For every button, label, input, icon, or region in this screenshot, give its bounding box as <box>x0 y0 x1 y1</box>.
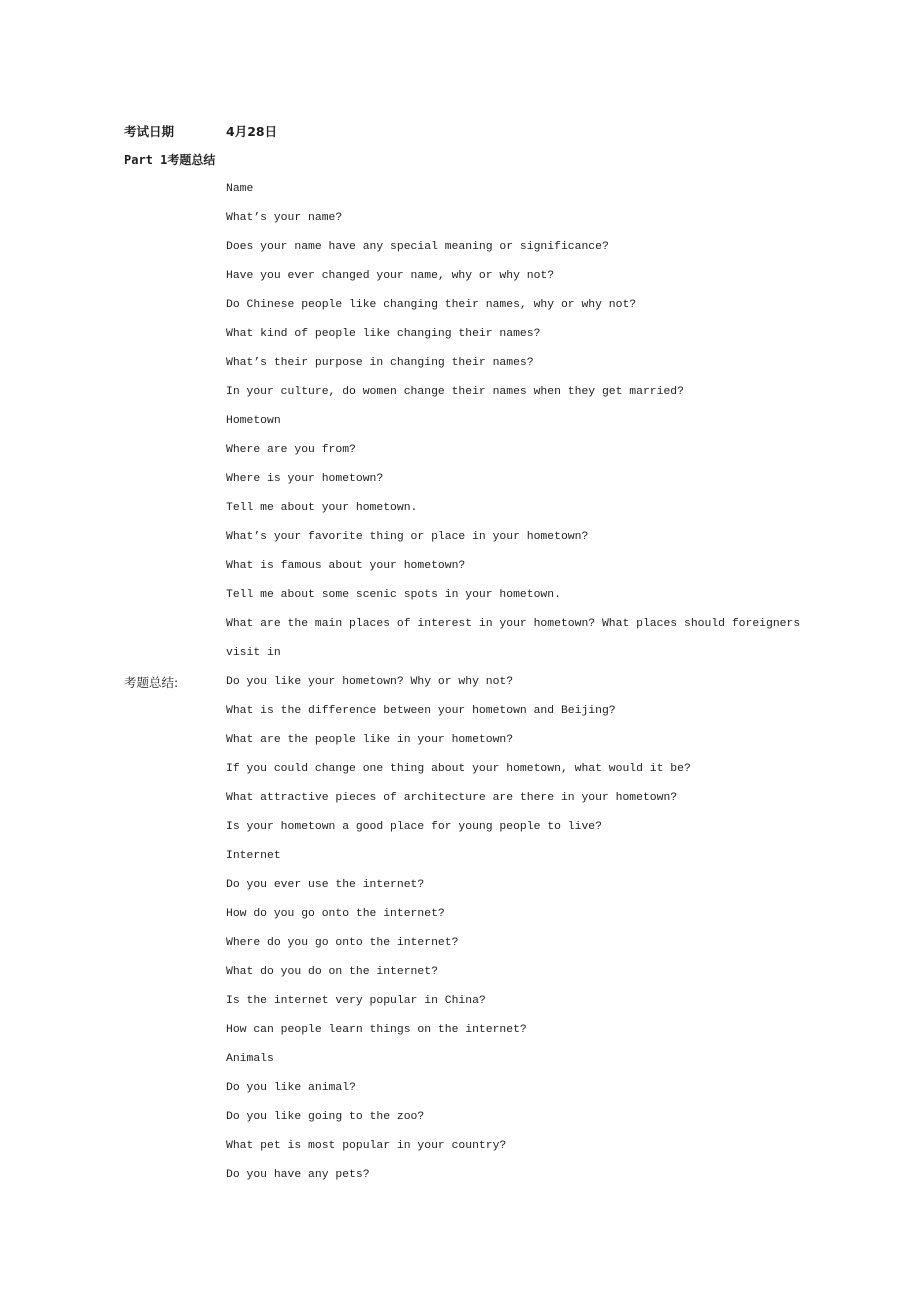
question-text: Do you have any pets? <box>226 1169 370 1181</box>
question-text: What kind of people like changing their names? <box>226 328 541 340</box>
question-line <box>0 581 816 610</box>
document-body <box>0 117 920 1190</box>
question-text: What do you do on the internet? <box>226 966 438 978</box>
question-line <box>0 726 816 755</box>
question-line <box>0 1132 816 1161</box>
question-text: Is your hometown a good place for young people to live? <box>226 821 602 833</box>
topic-heading <box>0 1045 816 1074</box>
question-line <box>0 987 816 1016</box>
question-line <box>0 900 816 929</box>
question-text: Where is your hometown? <box>226 473 384 485</box>
margin-note: 考题总结: <box>124 675 179 690</box>
question-line <box>0 436 816 465</box>
question-text: What attractive pieces of architecture are there in your hometown? <box>226 792 678 804</box>
question-text: What pet is most popular in your country? <box>226 1140 507 1152</box>
topic-heading <box>0 407 816 436</box>
question-text: What is the difference between your hometown and Beijing? <box>226 705 616 717</box>
question-text: What is famous about your hometown? <box>226 560 466 572</box>
question-line <box>0 1103 816 1132</box>
question-text: Tell me about some scenic spots in your hometown. <box>226 589 561 601</box>
question-text: What’s your favorite thing or place in your hometown? <box>226 531 589 543</box>
question-text: Do Chinese people like changing their names, why or why not? <box>226 299 637 311</box>
question-line <box>0 378 816 407</box>
question-line <box>0 204 816 233</box>
question-line <box>0 262 816 291</box>
question-line <box>0 1016 816 1045</box>
exam-date-line <box>0 117 816 146</box>
question-line <box>0 494 816 523</box>
question-line <box>0 349 816 378</box>
question-text: In your culture, do women change their names when they get married? <box>226 386 684 398</box>
question-line <box>0 465 816 494</box>
question-text: What’s your name? <box>226 212 343 224</box>
question-text: How do you go onto the internet? <box>226 908 445 920</box>
topic-heading-text: Animals <box>226 1053 274 1065</box>
question-line <box>0 1161 816 1190</box>
question-line <box>0 784 816 813</box>
question-line <box>0 523 816 552</box>
question-text: Have you ever changed your name, why or why not? <box>226 270 555 282</box>
question-line <box>0 668 816 697</box>
question-text: Do you like going to the zoo? <box>226 1111 425 1123</box>
exam-date-label: 考试日期 <box>124 124 175 139</box>
question-line <box>0 291 816 320</box>
question-list <box>0 175 920 1190</box>
question-line <box>0 1074 816 1103</box>
topic-heading-text: Internet <box>226 850 281 862</box>
topic-heading <box>0 175 816 204</box>
question-line <box>0 813 816 842</box>
question-text: Where are you from? <box>226 444 356 456</box>
question-text: Do you ever use the internet? <box>226 879 425 891</box>
topic-heading-text: Hometown <box>226 415 281 427</box>
part-title: Part 1考题总结 <box>124 153 216 167</box>
question-line <box>0 320 816 349</box>
question-text: Is the internet very popular in China? <box>226 995 486 1007</box>
question-line <box>0 958 816 987</box>
question-line <box>0 233 816 262</box>
question-line <box>0 552 816 581</box>
topic-heading-text: Name <box>226 183 254 195</box>
question-text: Does your name have any special meaning or significance? <box>226 241 609 253</box>
question-line <box>0 755 816 784</box>
question-text: What are the people like in your hometown? <box>226 734 514 746</box>
question-text: What’s their purpose in changing their names? <box>226 357 534 369</box>
question-text: If you could change one thing about your hometown, what would it be? <box>226 763 691 775</box>
question-line <box>0 871 816 900</box>
question-line <box>0 697 816 726</box>
question-text: Where do you go onto the internet? <box>226 937 459 949</box>
question-line <box>0 610 816 668</box>
question-text: Do you like your hometown? Why or why not? <box>226 676 514 688</box>
topic-heading <box>0 842 816 871</box>
exam-date-value: 4月28日 <box>226 124 278 139</box>
question-text: How can people learn things on the internet? <box>226 1024 527 1036</box>
question-text: Do you like animal? <box>226 1082 356 1094</box>
question-text: What are the main places of interest in your hometown? What places should foreigners visit in <box>226 618 801 659</box>
question-line <box>0 929 816 958</box>
question-text: Tell me about your hometown. <box>226 502 418 514</box>
